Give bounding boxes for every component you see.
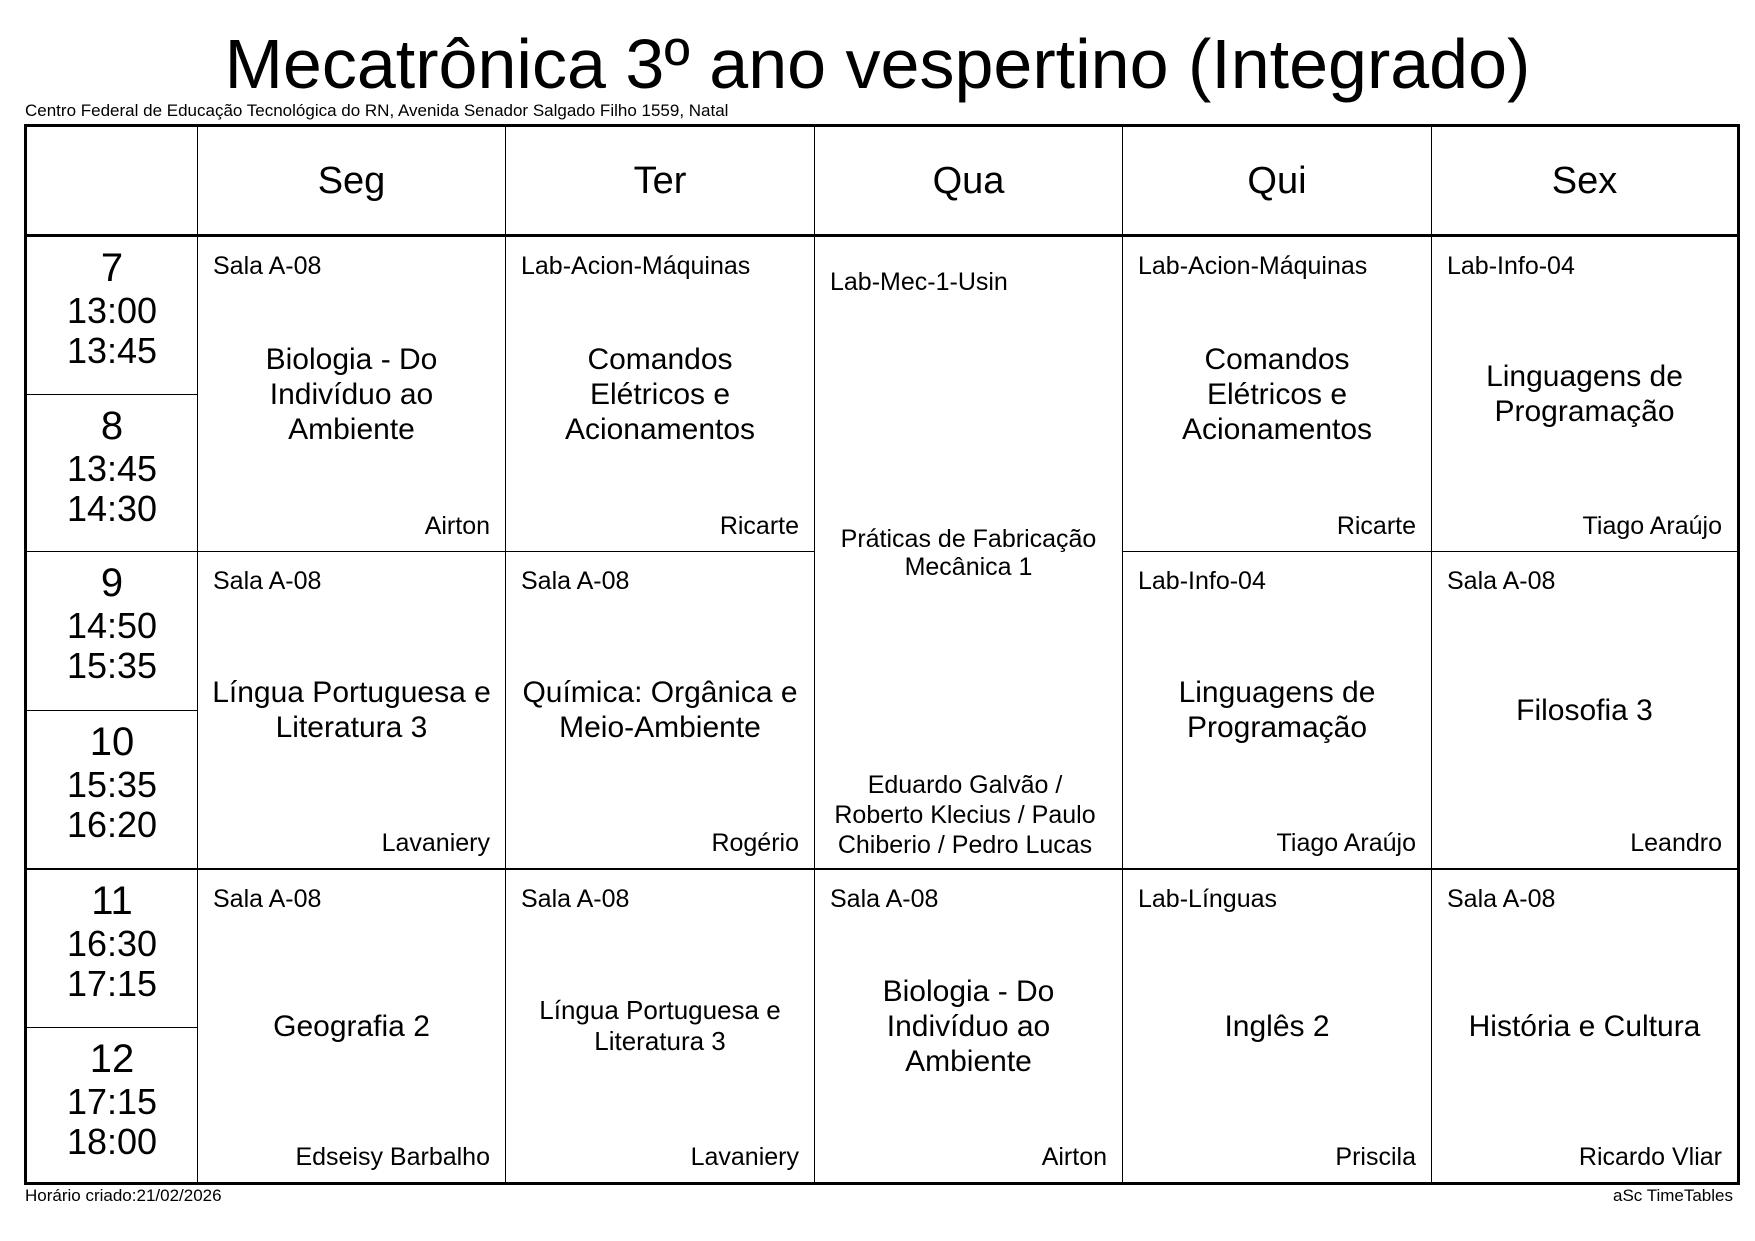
period-number: 7	[100, 246, 124, 290]
lesson-cell[interactable]	[1123, 237, 1431, 551]
lesson-room: Sala A-08	[213, 567, 322, 595]
timetable-grid	[24, 124, 1740, 1185]
lesson-teacher: Ricarte	[1336, 512, 1416, 540]
lesson-room: Lab-Acion-Máquinas	[521, 252, 751, 280]
lesson-subject: História e Cultura	[1468, 1009, 1701, 1043]
period-8	[27, 395, 197, 551]
lesson-cell[interactable]	[506, 237, 814, 551]
lesson-teacher: Tiago Araújo	[1276, 829, 1416, 857]
lesson-teacher: Lavaniery	[690, 1143, 799, 1171]
period-start: 15:35	[66, 764, 158, 805]
lesson-room: Sala A-08	[830, 885, 939, 913]
brand-label: aSc TimeTables	[1613, 1186, 1733, 1205]
lesson-teacher: Eduardo Galvão / Roberto Klecius / Paulo Chiberio / Pedro Lucas	[834, 771, 1096, 859]
lesson-subject: Biologia - Do Indivíduo ao Ambiente	[265, 342, 438, 446]
lesson-room: Sala A-08	[1447, 567, 1556, 595]
lesson-subject: Inglês 2	[1224, 1009, 1330, 1043]
lesson-teacher: Airton	[424, 512, 490, 540]
day-header-ter: Ter	[633, 160, 687, 202]
lesson-room: Lab-Mec-1-Usin	[830, 268, 1008, 296]
period-number: 8	[100, 404, 124, 448]
day-header-sex: Sex	[1551, 160, 1618, 202]
lesson-cell[interactable]	[198, 237, 505, 551]
lesson-subject: Geografia 2	[273, 1009, 430, 1043]
lesson-teacher: Leandro	[1630, 829, 1722, 857]
lesson-cell[interactable]	[506, 870, 814, 1182]
lesson-room: Sala A-08	[1447, 885, 1556, 913]
created-date: Horário criado:21/02/2026	[25, 1186, 222, 1205]
period-start: 13:45	[66, 448, 158, 489]
lesson-cell[interactable]	[198, 552, 505, 868]
lesson-room: Sala A-08	[213, 252, 322, 280]
day-header-qui: Qui	[1247, 160, 1307, 202]
lesson-room: Sala A-08	[213, 885, 322, 913]
period-start: 13:00	[66, 290, 158, 331]
lesson-subject: Filosofia 3	[1516, 693, 1653, 727]
lesson-cell[interactable]	[1123, 552, 1431, 868]
lesson-teacher: Edseisy Barbalho	[295, 1143, 490, 1171]
lesson-subject: Biologia - Do Indivíduo ao Ambiente	[882, 974, 1055, 1078]
period-7	[27, 237, 197, 394]
period-number: 11	[91, 879, 133, 923]
school-address: Centro Federal de Educação Tecnológica do RN, Avenida Senador Salgado Filho 1559, Natal	[25, 101, 729, 120]
lesson-cell[interactable]	[815, 237, 1122, 868]
lesson-subject: Práticas de Fabricação Mecânica 1	[840, 524, 1097, 581]
lesson-teacher: Lavaniery	[381, 829, 490, 857]
lesson-cell[interactable]	[1123, 870, 1431, 1182]
lesson-subject: Língua Portuguesa e Literatura 3	[539, 995, 781, 1056]
lesson-room: Lab-Info-04	[1138, 567, 1266, 595]
lesson-teacher: Rogério	[711, 829, 799, 857]
lesson-cell[interactable]	[506, 552, 814, 868]
lesson-subject: Língua Portuguesa e Literatura 3	[212, 676, 491, 744]
period-number: 9	[100, 561, 124, 605]
period-end: 13:45	[66, 330, 158, 371]
period-end: 16:20	[66, 804, 158, 845]
period-start: 17:15	[66, 1081, 158, 1122]
lesson-teacher: Tiago Araújo	[1582, 512, 1722, 540]
lesson-teacher: Airton	[1041, 1143, 1107, 1171]
lesson-room: Lab-Línguas	[1138, 885, 1278, 913]
lesson-room: Sala A-08	[521, 885, 630, 913]
period-number: 10	[89, 720, 135, 764]
lesson-teacher: Priscila	[1335, 1143, 1416, 1171]
period-end: 18:00	[66, 1121, 158, 1162]
day-header-qua: Qua	[932, 160, 1005, 202]
period-9	[27, 552, 197, 710]
period-end: 17:15	[66, 963, 158, 1004]
day-header-seg: Seg	[317, 160, 386, 202]
lesson-teacher: Ricardo Vliar	[1578, 1143, 1722, 1171]
period-end: 15:35	[66, 645, 158, 686]
period-start: 14:50	[66, 605, 158, 646]
lesson-subject: Linguagens de Programação	[1178, 676, 1376, 744]
lesson-cell[interactable]	[815, 870, 1122, 1182]
period-10	[27, 711, 197, 868]
page-title: Mecatrônica 3º ano vespertino (Integrado)	[224, 25, 1531, 103]
lesson-cell[interactable]	[198, 870, 505, 1182]
lesson-cell[interactable]	[1432, 552, 1737, 868]
period-11	[27, 870, 197, 1027]
lesson-room: Lab-Info-04	[1447, 252, 1575, 280]
lesson-room: Sala A-08	[521, 567, 630, 595]
lesson-subject: Comandos Elétricos e Acionamentos	[1181, 342, 1373, 446]
lesson-subject: Química: Orgânica e Meio-Ambiente	[522, 676, 798, 744]
period-start: 16:30	[66, 923, 158, 964]
lesson-teacher: Ricarte	[719, 512, 799, 540]
period-end: 14:30	[66, 488, 158, 529]
period-number: 12	[89, 1037, 135, 1081]
lesson-cell[interactable]	[1432, 237, 1737, 551]
period-12	[27, 1028, 197, 1182]
lesson-room: Lab-Acion-Máquinas	[1138, 252, 1368, 280]
lesson-cell[interactable]	[1432, 870, 1737, 1182]
lesson-subject: Comandos Elétricos e Acionamentos	[564, 342, 756, 446]
lesson-subject: Linguagens de Programação	[1486, 360, 1683, 428]
